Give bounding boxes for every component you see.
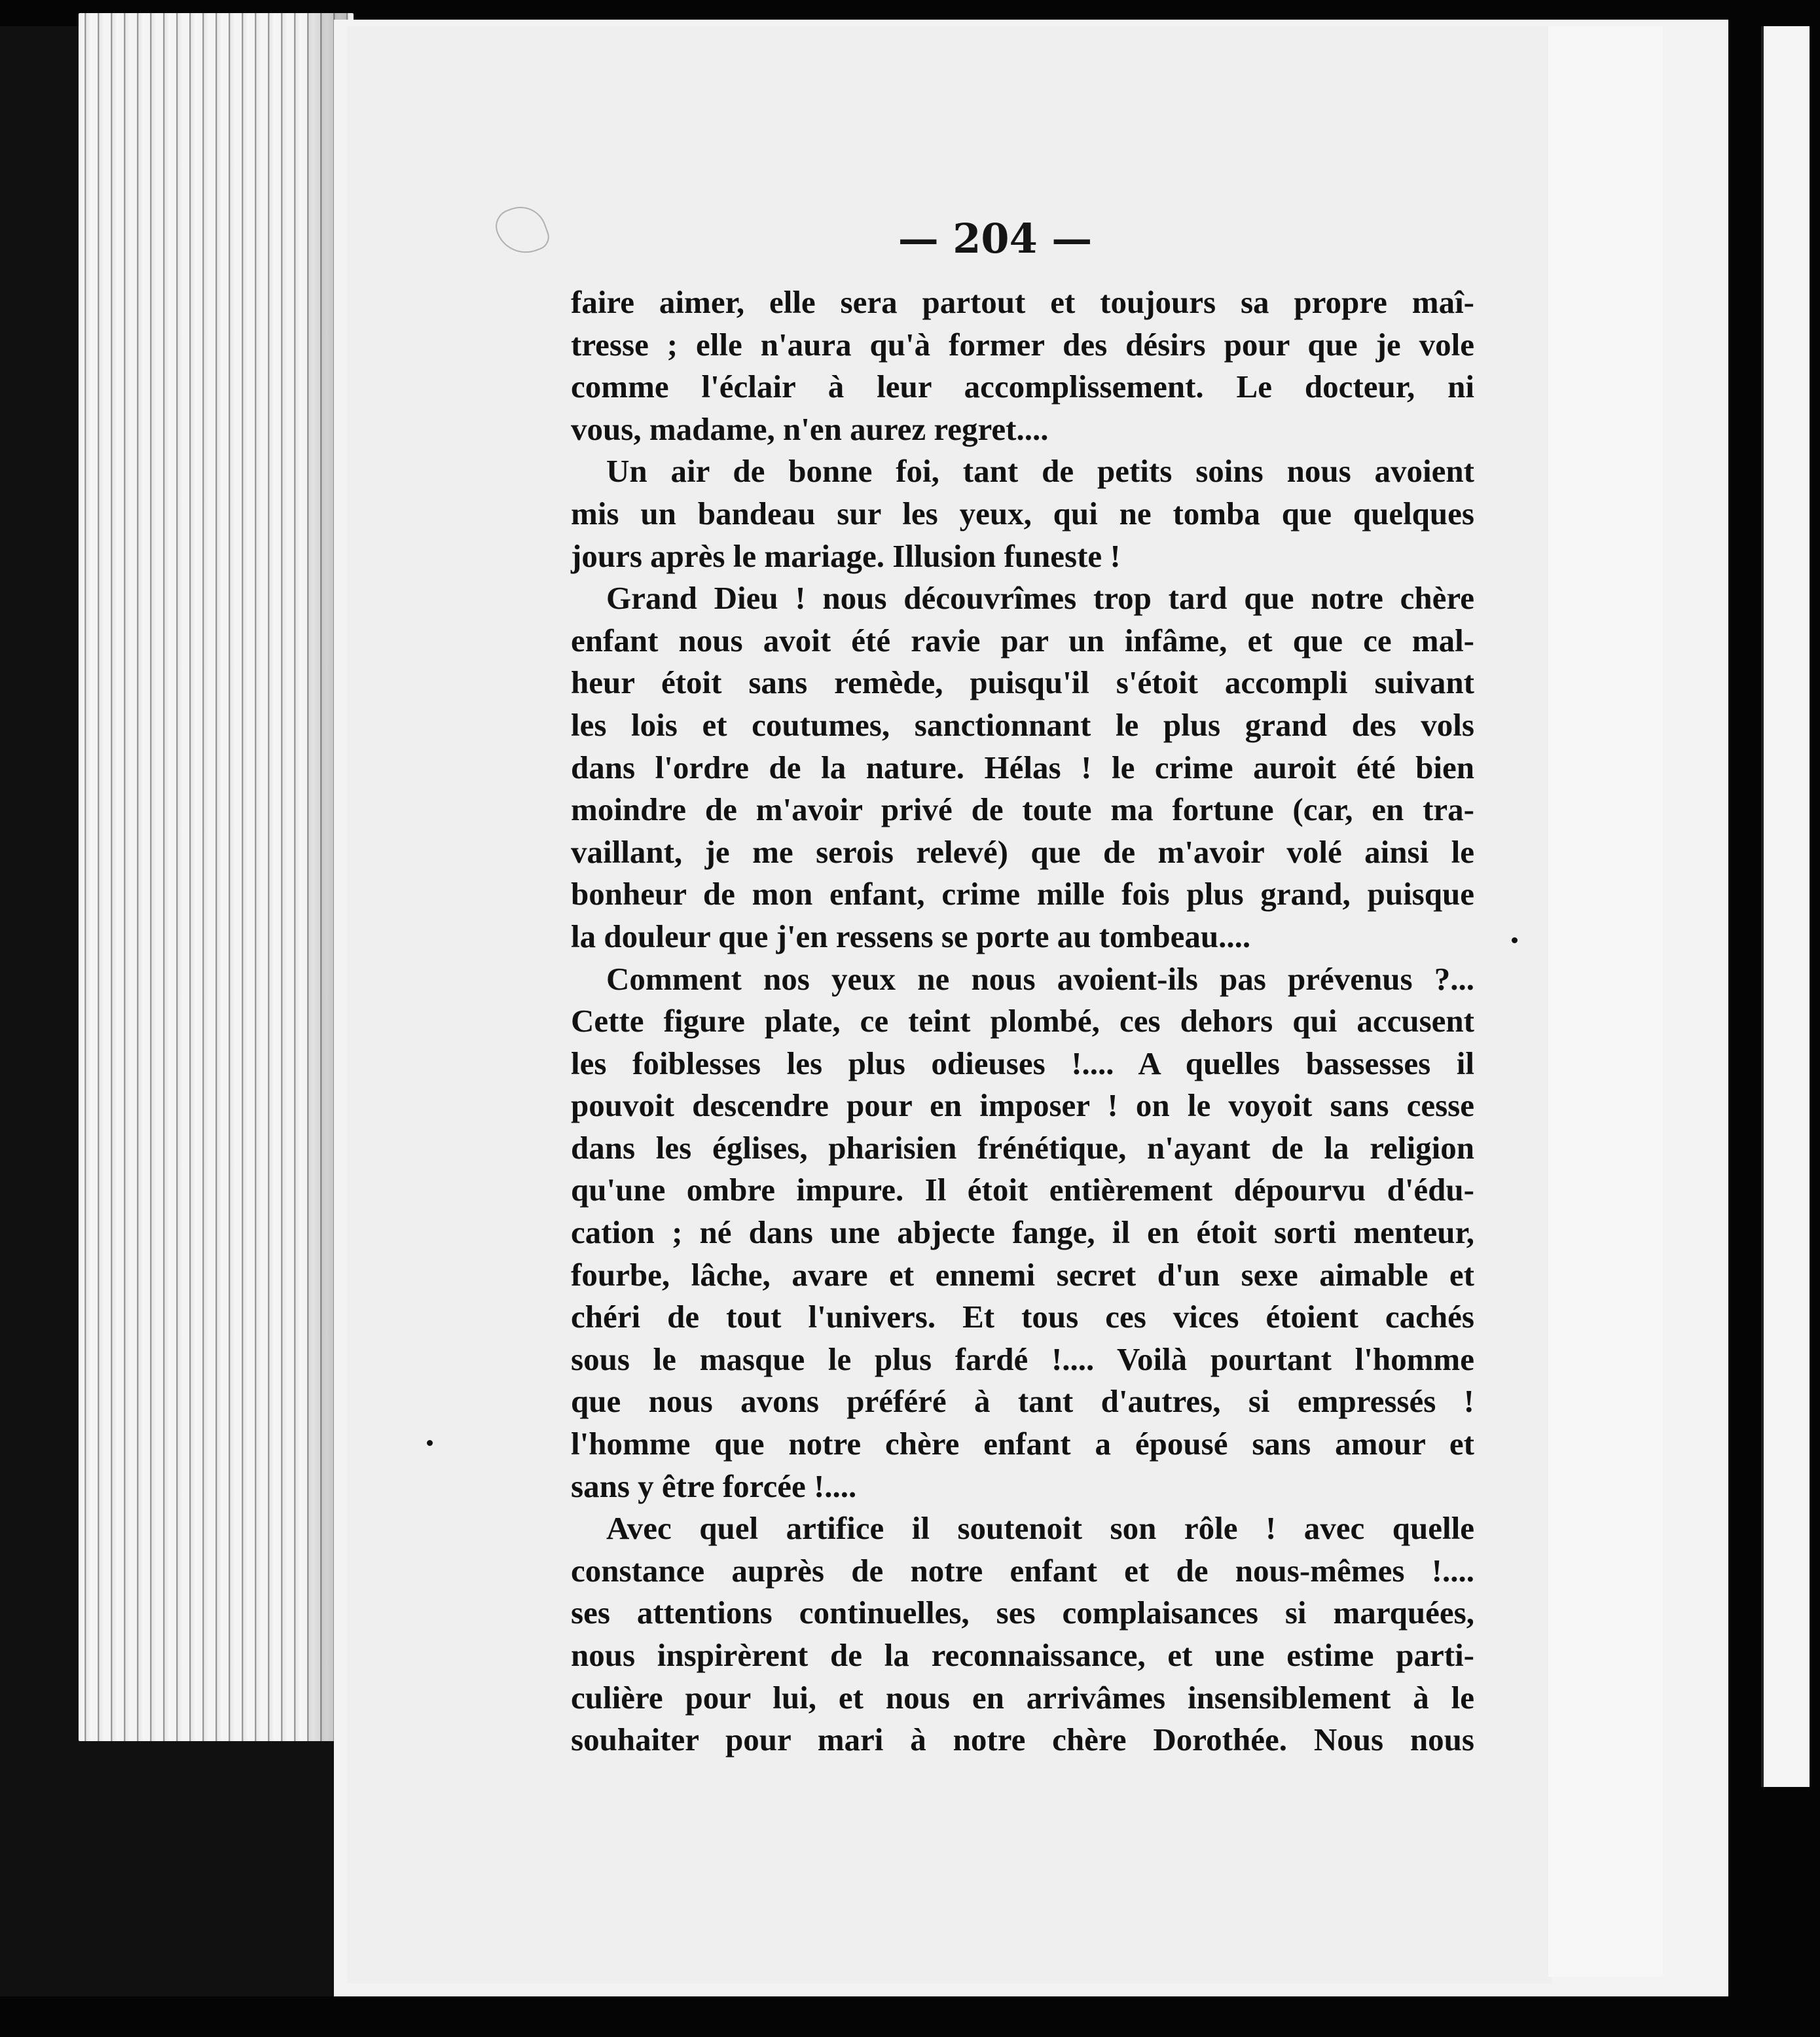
text-line: sans y être forcée !.... [571, 1468, 857, 1504]
text-line: qu'une ombre impure. Il étoit entièrement dépourvu d'édu- [571, 1172, 1474, 1208]
text-line: l'homme que notre chère enfant a épousé sans amour et [571, 1426, 1474, 1462]
body-text [571, 281, 1474, 1761]
text-line: chéri de tout l'univers. Et tous ces vices étoient cachés [571, 1299, 1474, 1335]
text-line: les lois et coutumes, sanctionnant le plus grand des vols [571, 706, 1474, 743]
facing-page-sliver [1761, 26, 1810, 1787]
text-line: enfant nous avoit été ravie par un infâme, et que ce mal- [571, 622, 1474, 658]
text-line: que nous avons préféré à tant d'autres, si empressés ! [571, 1383, 1474, 1420]
text-line: comme l'éclair à leur accomplissement. Le docteur, ni [571, 369, 1474, 405]
text-line: jours après le mariage. Illusion funeste ! [571, 537, 1121, 574]
text-line: bonheur de mon enfant, crime mille fois plus grand, puisque [571, 876, 1474, 912]
text-line: Grand Dieu ! nous découvrîmes trop tard que notre chère [606, 580, 1474, 617]
ink-speck [1512, 937, 1518, 943]
text-line: vous, madame, n'en aurez regret.... [571, 410, 1049, 447]
text-line: sous le masque le plus fardé !.... Voilà pourtant l'homme [571, 1341, 1474, 1377]
text-line: cation ; né dans une abjecte fange, il en étoit sorti menteur, [571, 1214, 1474, 1251]
text-line: constance auprès de notre enfant et de nous-mêmes !.... [571, 1552, 1474, 1589]
text-line: vaillant, je me serois relevé) que de m'avoir volé ainsi le [571, 833, 1474, 870]
ink-speck [427, 1440, 433, 1446]
page-gutter [1548, 26, 1663, 1977]
text-line: pouvoit descendre pour en imposer ! on le voyoit sans cesse [571, 1087, 1474, 1124]
text-line: ses attentions continuelles, ses complaisances si marquées, [571, 1595, 1474, 1631]
text-line: culière pour lui, et nous en arrivâmes insensiblement à le [571, 1679, 1474, 1716]
scan-bottom-border [0, 1996, 1820, 2037]
text-line: dans les églises, pharisien frénétique, n'ayant de la religion [571, 1129, 1474, 1166]
text-line: la douleur que j'en ressens se porte au tombeau.... [571, 918, 1251, 954]
text-line: moindre de m'avoir privé de toute ma fortune (car, en tra- [571, 791, 1474, 828]
text-line: mis un bandeau sur les yeux, qui ne tomba que quelques [571, 495, 1474, 532]
text-line: Comment nos yeux ne nous avoient-ils pas prévenus ?... [606, 960, 1474, 997]
text-line: Cette figure plate, ce teint plombé, ces dehors qui accusent [571, 1003, 1474, 1039]
text-line: les foiblesses les plus odieuses !.... A quelles bassesses il [571, 1045, 1474, 1081]
text-line: Avec quel artifice il soutenoit son rôle ! avec quelle [606, 1510, 1474, 1547]
text-line: Un air de bonne foi, tant de petits soins nous avoient [606, 453, 1474, 490]
text-line: nous inspirèrent de la reconnaissance, et une estime parti- [571, 1637, 1474, 1673]
text-line: dans l'ordre de la nature. Hélas ! le crime auroit été bien [571, 749, 1474, 785]
text-line: faire aimer, elle sera partout et toujours sa propre maî- [571, 284, 1474, 320]
text-line: fourbe, lâche, avare et ennemi secret d'un sexe aimable et [571, 1256, 1474, 1293]
text-line: souhaiter pour mari à notre chère Dorothée. Nous nous [571, 1722, 1474, 1758]
page-number: — 204 — [898, 215, 1093, 262]
text-line: tresse ; elle n'aura qu'à former des désirs pour que je vole [571, 326, 1474, 363]
text-line: heur étoit sans remède, puisqu'il s'étoit accompli suivant [571, 664, 1474, 701]
